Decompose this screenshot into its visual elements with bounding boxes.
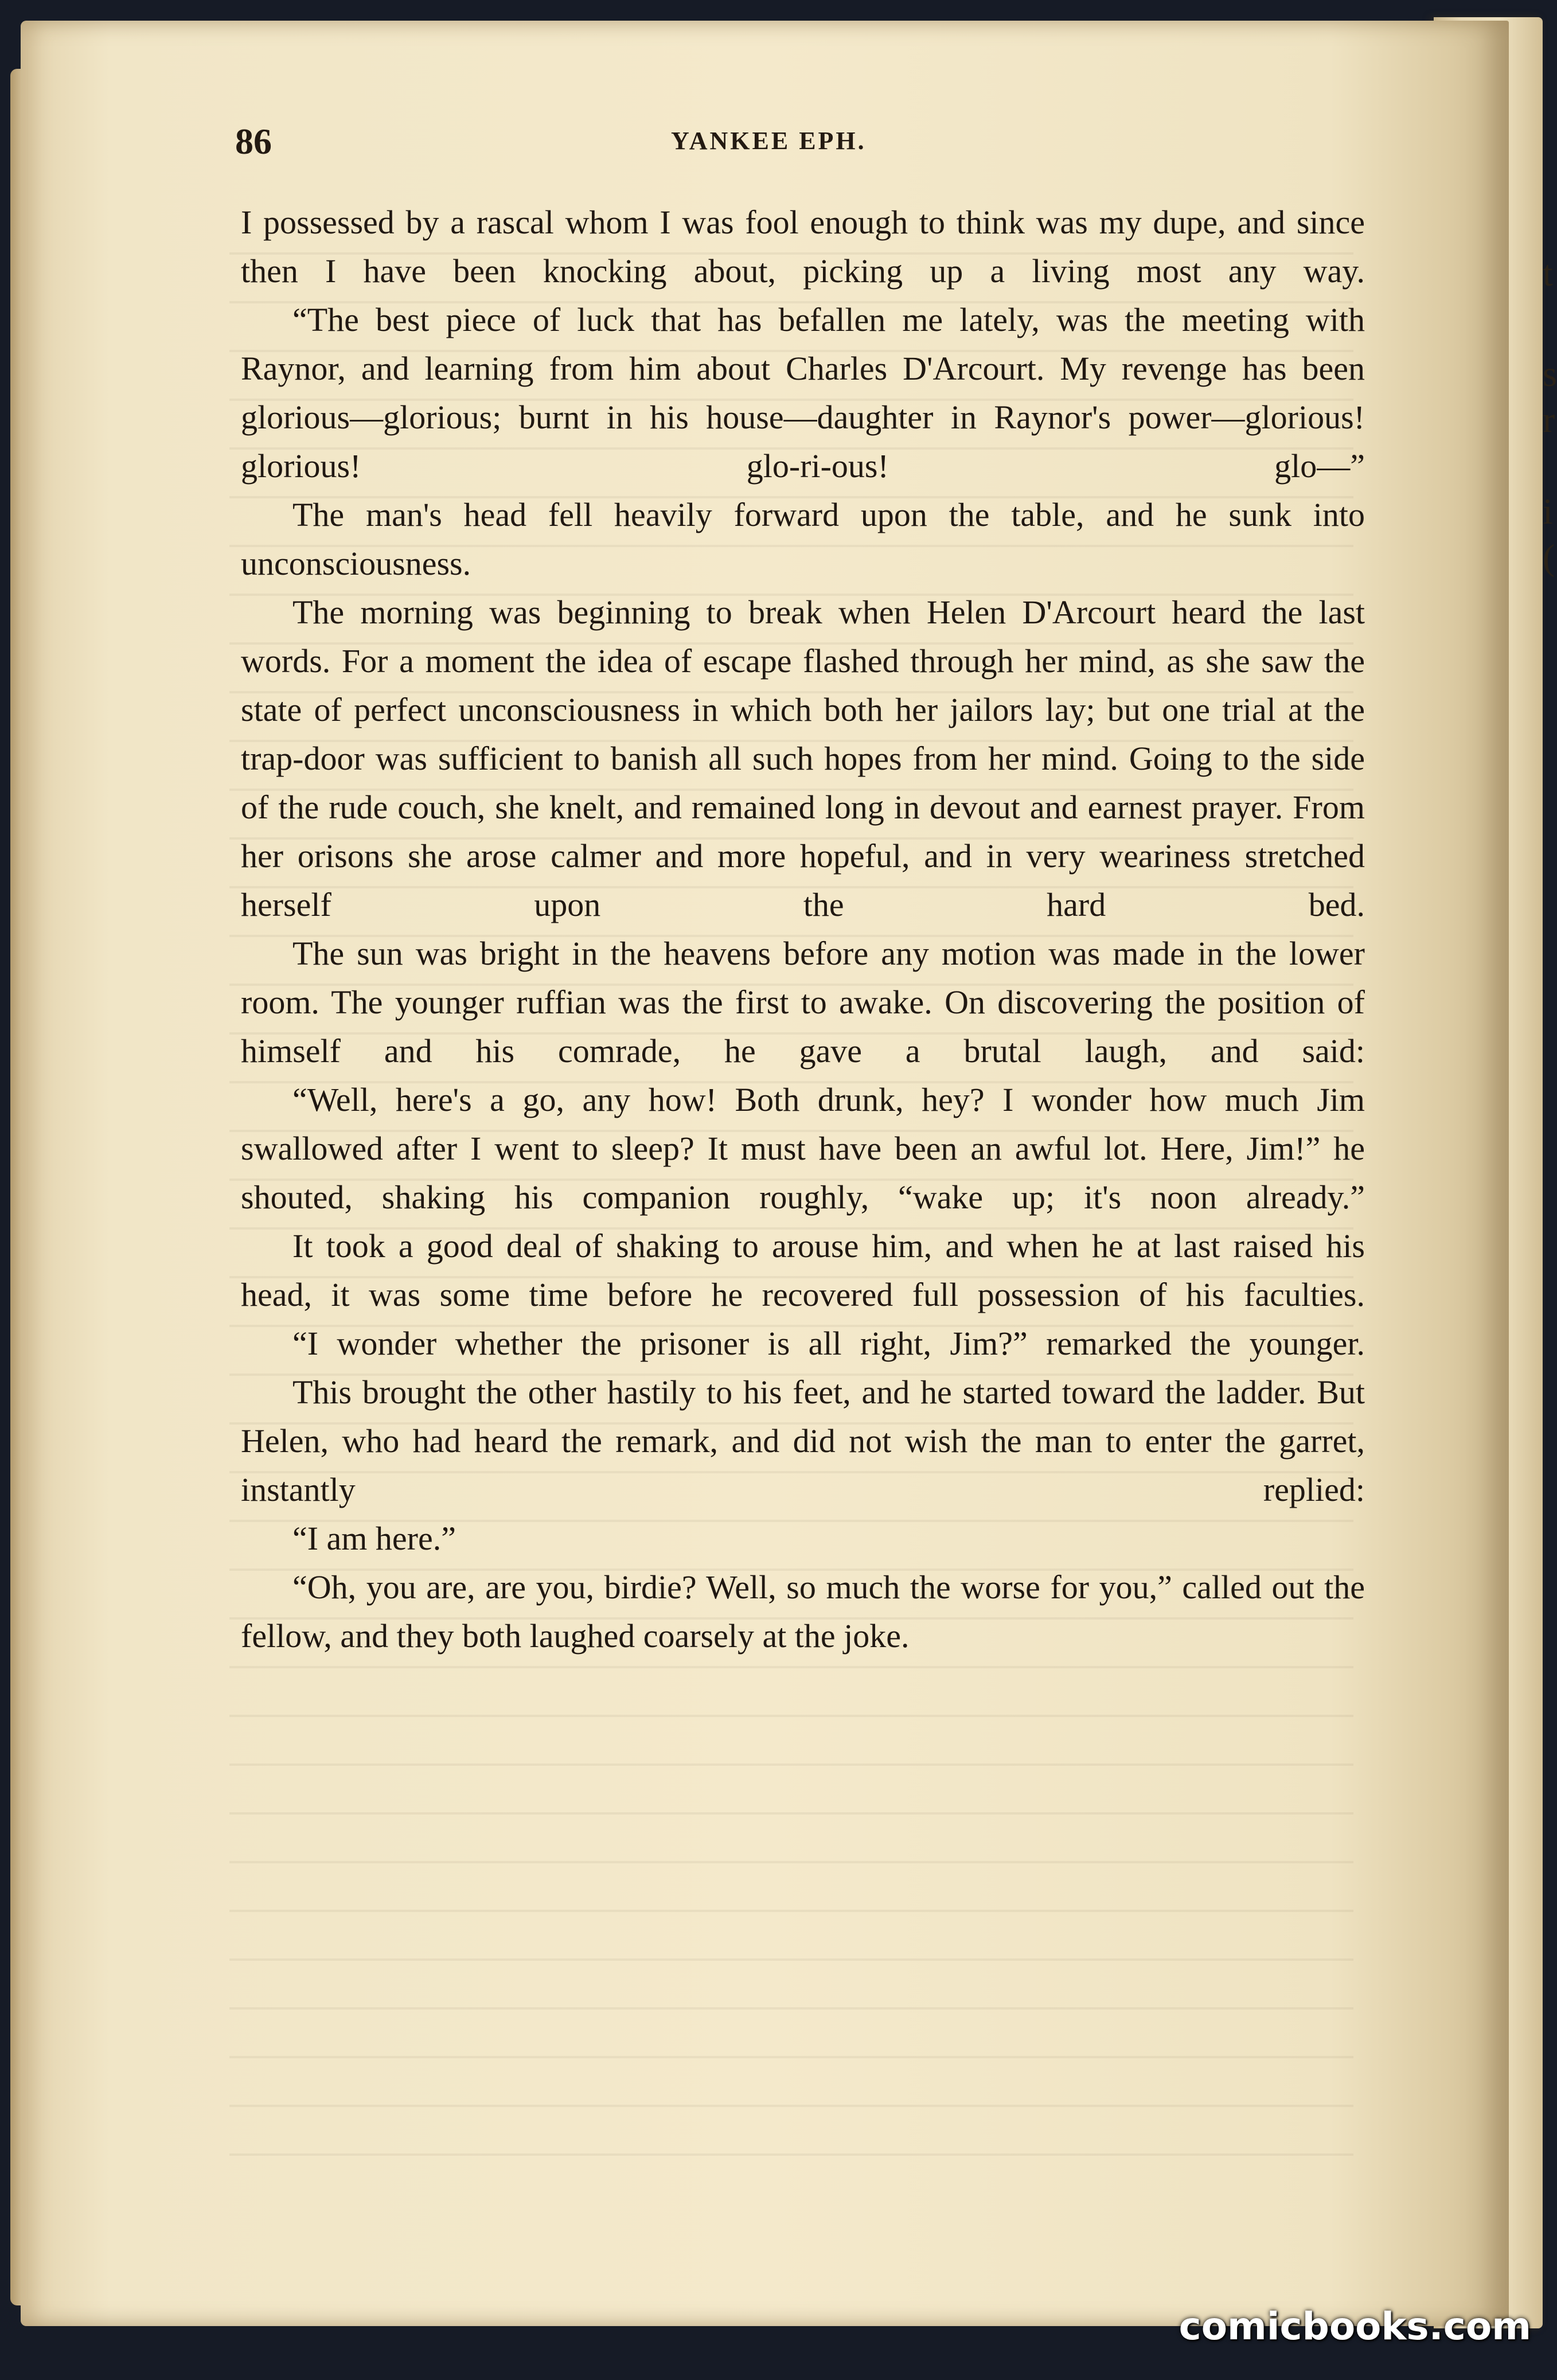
paragraph: The man's head fell heavily forward upon the table, and he sunk into unconsciousness.	[241, 496, 1365, 582]
paragraph: I possessed by a rascal whom I was fool enough to think was my dupe, and since then I have been knocking about, picking up a living most any way.	[241, 204, 1365, 290]
paragraph: This brought the other hastily to his feet, and he started toward the ladder. But Helen, who had heard the remark, and did not wish the man to enter the garret, instantly replied:	[241, 1374, 1365, 1508]
paragraph: “I am here.”	[292, 1520, 456, 1557]
facing-page-letter: t	[1543, 253, 1553, 294]
running-head: YANKEE EPH.	[671, 127, 867, 155]
paragraph: “The best piece of luck that has befallen me lately, was the meeting with Raynor, and learning from him about Charles D'Arcourt. My revenge has been glorious—glorious; burnt in his house—daughter in Raynor's power—glorious! glorious! glo-ri-ous! glo—”	[241, 301, 1365, 485]
paragraph: The morning was beginning to break when Helen D'Arcourt heard the last words. For a moment the idea of escape flashed through her mind, as she saw the state of perfect unconsciousness in which both her jailors lay; but one trial at the trap-door was sufficient to banish all such hopes from her mind. Going to the side of the rude couch, she knelt, and remained long in devout and earnest prayer. From her orisons she arose calmer and more hopeful, and in very weariness stretched herself upon the hard bed.	[241, 594, 1365, 923]
facing-page-letter: r	[1543, 399, 1555, 440]
paragraph: The sun was bright in the heavens before any motion was made in the lower room. The younger ruffian was the first to awake. On discovering the position of himself and his comrade, he gave a brutal laugh, and said:	[241, 935, 1365, 1070]
paragraph: “Well, here's a go, any how! Both drunk, hey? I wonder how much Jim swallowed after I went to sleep? It must have been an awful lot. Here, Jim!” he shouted, shaking his companion roughly, “wake up; it's noon already.”	[241, 1081, 1365, 1216]
page-header	[235, 120, 1359, 172]
paragraph: “Oh, you are, are you, birdie? Well, so much the worse for you,” called out the fellow, and they both laughed coarsely at the joke.	[241, 1569, 1365, 1655]
site-watermark: comicbooks.com	[1179, 2304, 1531, 2348]
body-text	[241, 198, 1365, 1660]
paragraph: It took a good deal of shaking to arouse him, and when he at last raised his head, it was some time before he recovered full possession of his faculties.	[241, 1227, 1365, 1313]
facing-page-letter: s	[1543, 353, 1557, 394]
facing-page-letter: i	[1543, 491, 1553, 532]
facing-page-letter: (	[1543, 537, 1555, 578]
paragraph: “I wonder whether the prisoner is all right, Jim?” remarked the younger.	[292, 1325, 1365, 1362]
page-number: 86	[235, 121, 272, 162]
